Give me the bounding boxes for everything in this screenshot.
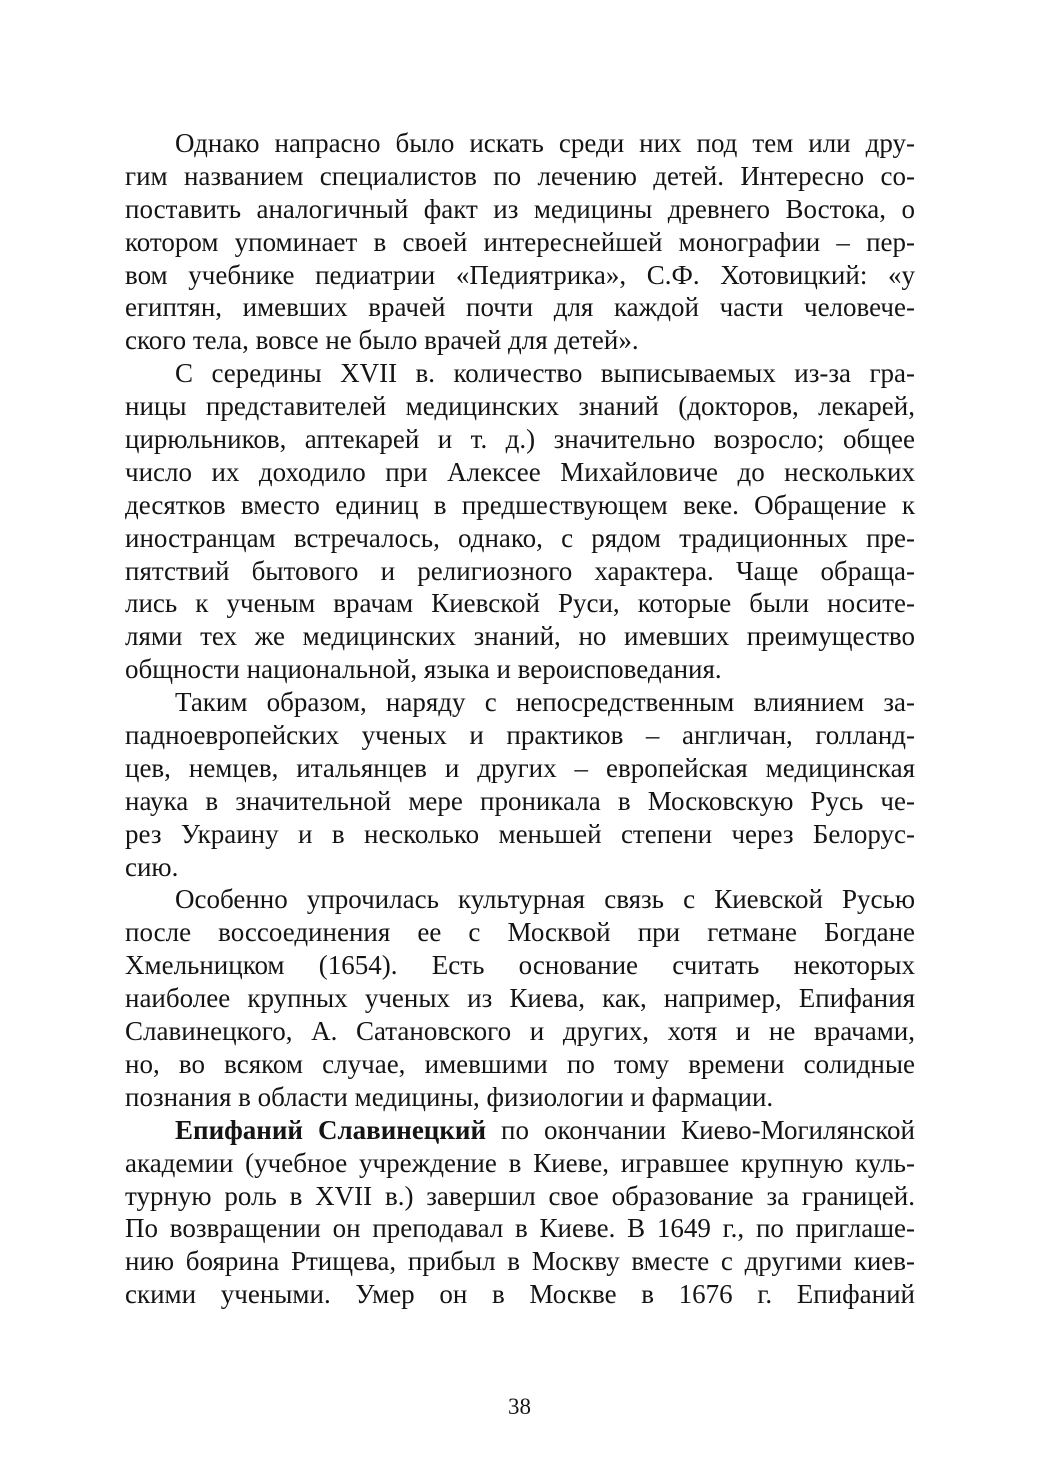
- paragraph: [125, 357, 915, 686]
- text-line: академии (учебное учреждение в Киеве, игравшее крупную куль-: [125, 1147, 915, 1178]
- paragraph: [125, 1114, 915, 1311]
- text-line: пятствий бытового и религиозного характера. Чаще обраща-: [125, 555, 915, 586]
- text-line: десятков вместо единиц в предшествующем веке. Обращение к: [125, 489, 915, 520]
- paragraph: [125, 883, 915, 1113]
- text-line: По возвращении он преподавал в Киеве. В 1649 г., по приглаше-: [125, 1213, 915, 1244]
- text-line: лями тех же медицинских знаний, но имевших преимущество: [125, 621, 915, 652]
- page-number: 38: [508, 1394, 531, 1419]
- text-line: но, во всяком случае, имевшими по тому времени солидные: [125, 1048, 915, 1079]
- text-line: сию.: [125, 851, 179, 882]
- text-line: цев, немцев, итальянцев и других – европейская медицинская: [125, 752, 915, 783]
- text-line: число их доходило при Алексее Михайловиче до нескольких: [125, 456, 915, 487]
- text-line: котором упоминает в своей интереснейшей монографии – пер-: [125, 226, 915, 257]
- text-line: лись к ученым врачам Киевской Руси, которые были носите-: [125, 588, 915, 619]
- text-line: Таким образом, наряду с непосредственным влиянием за-: [175, 687, 915, 718]
- text-line: наиболее крупных ученых из Киева, как, например, Епифания: [125, 983, 915, 1014]
- text-line: познания в области медицины, физиологии и фармации.: [125, 1081, 774, 1112]
- text-line: Особенно упрочилась культурная связь с Киевской Русью: [175, 884, 915, 915]
- text-line: турную роль в XVII в.) завершил свое образование за границей.: [125, 1180, 915, 1211]
- text-line: вом учебнике педиатрии «Педиятрика», С.Ф. Хотовицкий: «у: [125, 259, 915, 290]
- text-line: гим названием специалистов по лечению детей. Интересно со-: [125, 160, 915, 191]
- text-line: Хмельницком (1654). Есть основание считать некоторых: [125, 950, 915, 981]
- paragraph: [125, 127, 915, 357]
- text-line: рез Украину и в несколько меньшей степени через Белорус-: [125, 818, 915, 849]
- text-line: поставить аналогичный факт из медицины древнего Востока, о: [125, 193, 915, 224]
- paragraph: [125, 686, 915, 883]
- text-line: падноевропейских ученых и практиков – англичан, голланд-: [125, 720, 915, 751]
- bold-name: Епифаний Славинецкий: [175, 1114, 487, 1145]
- text-span: по окончании Киево-Могилянской: [486, 1114, 916, 1145]
- text-line: Однако напрасно было искать среди них под тем или дру-: [175, 128, 915, 158]
- text-line: общности национальной, языка и вероисповедания.: [125, 654, 722, 685]
- text-line: [125, 1114, 915, 1147]
- text-line: скими учеными. Умер он в Москве в 1676 г. Епифаний: [125, 1279, 915, 1310]
- page-body: [125, 127, 915, 1311]
- text-line: Славинецкого, А. Сатановского и других, хотя и не врачами,: [125, 1016, 915, 1047]
- text-line: наука в значительной мере проникала в Московскую Русь че-: [125, 785, 915, 816]
- text-line: ницы представителей медицинских знаний (докторов, лекарей,: [125, 391, 915, 422]
- text-line: нию боярина Ртищева, прибыл в Москву вместе с другими киев-: [125, 1246, 915, 1277]
- text-line: ского тела, вовсе не было врачей для детей».: [125, 325, 639, 356]
- text-line: после воссоединения ее с Москвой при гетмане Богдане: [125, 917, 915, 948]
- text-line: иностранцам встречалось, однако, с рядом традиционных пре-: [125, 522, 915, 553]
- text-line: египтян, имевших врачей почти для каждой части человече-: [125, 292, 915, 323]
- text-line: цирюльников, аптекарей и т. д.) значительно возросло; общее: [125, 424, 915, 455]
- text-line: С середины XVII в. количество выписываемых из-за гра-: [175, 358, 915, 389]
